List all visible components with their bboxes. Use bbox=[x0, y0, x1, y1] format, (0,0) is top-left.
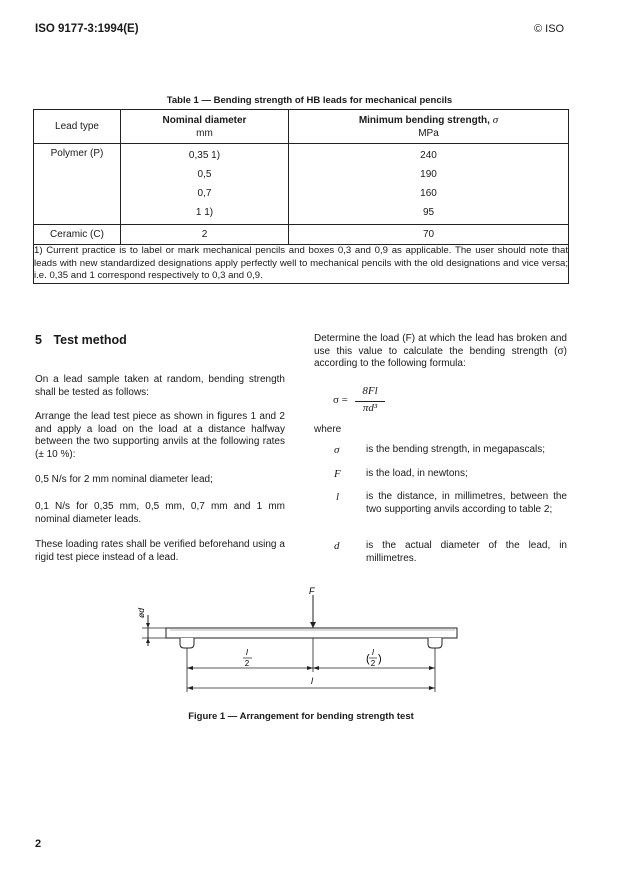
ceramic-diameter: 2 bbox=[121, 225, 289, 245]
polymer-diameter: 1 1) bbox=[195, 207, 214, 218]
polymer-strength: 190 bbox=[420, 169, 437, 180]
ceramic-strength: 70 bbox=[289, 225, 569, 245]
polymer-diameter: 0,35 1) bbox=[188, 150, 221, 161]
figure-caption: Figure 1 — Arrangement for bending strength test bbox=[188, 711, 414, 722]
half-label-num: l bbox=[246, 647, 248, 657]
full-arrow-l bbox=[187, 686, 193, 690]
right-half-arrow-l bbox=[313, 666, 319, 670]
polymer-strength: 95 bbox=[422, 207, 435, 218]
col-strength-unit: MPa bbox=[418, 127, 439, 139]
formula-denominator: πd³ bbox=[362, 402, 378, 414]
table-row-ceramic bbox=[34, 225, 569, 245]
diameter-label: ød bbox=[136, 608, 146, 618]
formula-numerator: 8Fl bbox=[362, 385, 378, 397]
paren-label-den: 2 bbox=[370, 659, 376, 668]
col-lead-type: Lead type bbox=[34, 110, 121, 144]
paragraph-arrangement: Arrange the lead test piece as shown in figures 1 and 2 and apply a load on the load at a distance halfway between the two supporting anvils at the following rates (± 10 %): bbox=[35, 411, 285, 460]
col-diameter-unit: mm bbox=[196, 127, 213, 139]
polymer-diameters bbox=[121, 144, 289, 225]
polymer-strength: 160 bbox=[420, 188, 437, 199]
paren-open: ( bbox=[366, 653, 370, 665]
paren-label-num: l bbox=[372, 647, 374, 657]
iso-copyright: © ISO bbox=[534, 23, 565, 35]
polymer-strengths bbox=[289, 144, 569, 225]
col-strength-symbol: σ bbox=[492, 113, 499, 126]
def-text: is the bending strength, in megapascals; bbox=[366, 444, 545, 455]
lead-test-piece bbox=[166, 628, 457, 638]
left-support-anvil bbox=[180, 638, 194, 648]
table-footnote-row bbox=[34, 245, 569, 284]
force-label: F bbox=[309, 586, 315, 596]
full-arrow-r bbox=[429, 686, 435, 690]
diameter-arrow-bottom bbox=[146, 638, 150, 643]
col-strength-title bbox=[289, 114, 568, 127]
col-strength-prefix: Minimum bending strength, bbox=[358, 114, 490, 126]
polymer-type: Polymer (P) bbox=[34, 144, 121, 225]
section-title: Test method bbox=[53, 333, 127, 347]
force-arrow bbox=[310, 622, 316, 628]
right-half-arrow-r bbox=[429, 666, 435, 670]
document-id: ISO 9177-3:1994(E) bbox=[35, 23, 139, 35]
def-text: is the actual diameter of the lead, in millimetres. bbox=[366, 540, 567, 564]
bending-formula bbox=[333, 385, 413, 419]
bending-strength-table bbox=[33, 109, 569, 284]
section-number: 5 bbox=[35, 333, 42, 347]
paragraph-rate-2mm: 0,5 N/s for 2 mm nominal diameter lead; bbox=[35, 474, 213, 485]
left-half-arrow-l bbox=[187, 666, 193, 670]
table-header-row bbox=[34, 110, 569, 144]
half-label-den: 2 bbox=[244, 659, 250, 668]
polymer-diameter: 0,7 bbox=[197, 188, 212, 199]
table-caption: Table 1 — Bending strength of HB leads for mechanical pencils bbox=[166, 95, 453, 106]
left-half-arrow-r bbox=[307, 666, 313, 670]
ceramic-type: Ceramic (C) bbox=[34, 225, 121, 245]
paragraph-rate-small: 0,1 N/s for 0,35 mm, 0,5 mm, 0,7 mm and 1 mm nominal diameter leads. bbox=[35, 501, 285, 525]
where-label: where bbox=[314, 424, 342, 435]
paragraph-verification: These loading rates shall be verified beforehand using a rigid test piece instead of a lead. bbox=[35, 539, 285, 563]
def-symbol: σ bbox=[334, 444, 340, 456]
def-symbol: l bbox=[336, 491, 340, 503]
right-support-anvil bbox=[428, 638, 442, 648]
def-symbol: d bbox=[334, 540, 340, 552]
diameter-arrow-top bbox=[146, 623, 150, 628]
page-number: 2 bbox=[35, 838, 42, 850]
paren-close: ) bbox=[378, 653, 382, 665]
def-text: is the load, in newtons; bbox=[366, 468, 468, 479]
paragraph-sampling: On a lead sample taken at random, bending strength shall be tested as follows: bbox=[35, 374, 285, 398]
polymer-strength: 240 bbox=[420, 150, 437, 161]
figure-bending-arrangement bbox=[0, 580, 619, 710]
col-diameter-title: Nominal diameter bbox=[162, 114, 247, 126]
polymer-diameter: 0,5 bbox=[197, 169, 212, 180]
formula-lhs: σ = bbox=[333, 394, 348, 406]
col-nominal-diameter bbox=[121, 110, 289, 144]
def-symbol: F bbox=[334, 468, 341, 480]
table-footnote: 1) Current practice is to label or mark mechanical pencils and boxes 0,3 and 0,9 as applicable. The user should note that leads with new standardized designations apply perfectly well to mechanical pencils with the old designations and vice versa; i.e. 0,35 and 1 correspond respectively to 0,3 and 0,9. bbox=[34, 245, 568, 281]
full-label: l bbox=[311, 676, 313, 686]
col-min-bending-strength bbox=[289, 110, 569, 144]
section-heading bbox=[35, 333, 127, 347]
def-text: is the distance, in millimetres, between the two supporting anvils according to table 2; bbox=[366, 491, 567, 515]
paragraph-determine-load: Determine the load (F) at which the lead has broken and use this value to calculate the bending strength (σ) according to the following formula: bbox=[314, 333, 567, 369]
table-row-polymer bbox=[34, 144, 569, 225]
